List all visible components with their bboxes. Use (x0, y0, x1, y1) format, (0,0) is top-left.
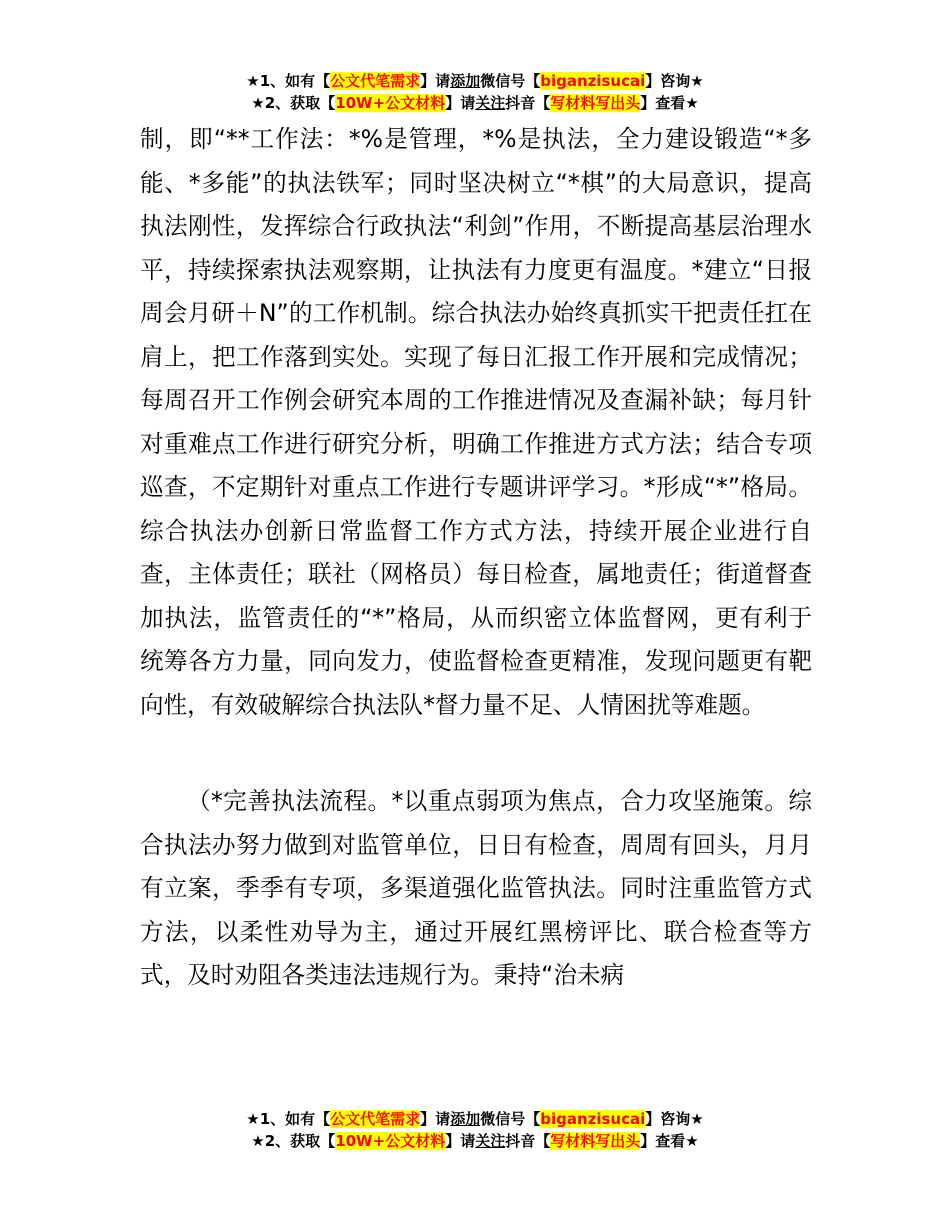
banner-line-2 (0, 92, 950, 114)
banner-text: 】咨询★ (645, 72, 704, 90)
banner-text: 】请 (420, 1110, 451, 1128)
banner-highlight: 10W+公文材料 (335, 94, 446, 112)
banner-text: 】请 (445, 94, 476, 112)
banner-text: ★1、如有【 (246, 1110, 331, 1128)
banner-highlight: 公文代笔需求 (330, 72, 421, 90)
banner-highlight: biganzisucai (540, 1110, 646, 1128)
banner-text: 】咨询★ (645, 1110, 704, 1128)
banner-highlight: 公文代笔需求 (330, 1110, 421, 1128)
banner-text: ★2、获取【 (251, 94, 336, 112)
banner-line-2 (0, 1130, 950, 1152)
banner-text: 抖音【 (505, 94, 551, 112)
banner-underline: 添加 (450, 72, 481, 90)
banner-highlight: 10W+公文材料 (335, 1132, 446, 1150)
footer-banner (0, 1108, 950, 1152)
banner-text: 微信号【 (480, 72, 541, 90)
banner-highlight: 写材料写出头 (550, 1132, 641, 1150)
banner-highlight: biganzisucai (540, 72, 646, 90)
banner-underline: 关注 (475, 1132, 506, 1150)
banner-text: 微信号【 (480, 1110, 541, 1128)
banner-text: 】查看★ (640, 1132, 699, 1150)
document-paragraph-2: （*完善执法流程。*以重点弱项为焦点，合力攻坚施策。综合执法办努力做到对监管单位，日日有检查，周周有回头，月月有立案，季季有专项，多渠道强化监管执法。同时注重监管方式方法，以柔性劝导为主，通过开展红黑榜评比、联合检查等方式，及时劝阻各类违法违规行为。秉持“治未病 (140, 787, 812, 989)
banner-text: 】查看★ (640, 94, 699, 112)
banner-highlight: 写材料写出头 (550, 94, 641, 112)
header-banner (0, 70, 950, 114)
banner-line-1 (0, 1108, 950, 1130)
banner-underline: 关注 (475, 94, 506, 112)
banner-underline: 添加 (450, 1110, 481, 1128)
banner-text: ★1、如有【 (246, 72, 331, 90)
banner-text: 】请 (420, 72, 451, 90)
banner-text: 抖音【 (505, 1132, 551, 1150)
banner-line-1 (0, 70, 950, 92)
banner-text: 】请 (445, 1132, 476, 1150)
document-paragraph-1: 制，即“**工作法：*%是管理，*%是执法，全力建设锻造“*多能、*多能”的执法铁军；同时坚决树立“*棋”的大局意识，提高执法刚性，发挥综合行政执法“利剑”作用，不断提高基层治理水平，持续探索执法观察期，让执法有力度更有温度。*建立“日报周会月研＋N”的工作机制。综合执法办始终真抓实干把责任扛在肩上，把工作落到实处。实现了每日汇报工作开展和完成情况；每周召开工作例会研究本周的工作推进情况及查漏补缺；每月针对重难点工作进行研究分析，明确工作推进方式方法；结合专项巡查，不定期针对重点工作进行专题讲评学习。*形成“*”格局。综合执法办创新日常监督工作方式方法，持续开展企业进行自查，主体责任；联社（网格员）每日检查，属地责任；街道督查加执法，监管责任的“*”格局，从而织密立体监督网，更有利于统筹各方力量，同向发力，使监督检查更精准，发现问题更有靶向性，有效破解综合执法队*督力量不足、人情困扰等难题。 (140, 125, 812, 719)
banner-text: ★2、获取【 (251, 1132, 336, 1150)
